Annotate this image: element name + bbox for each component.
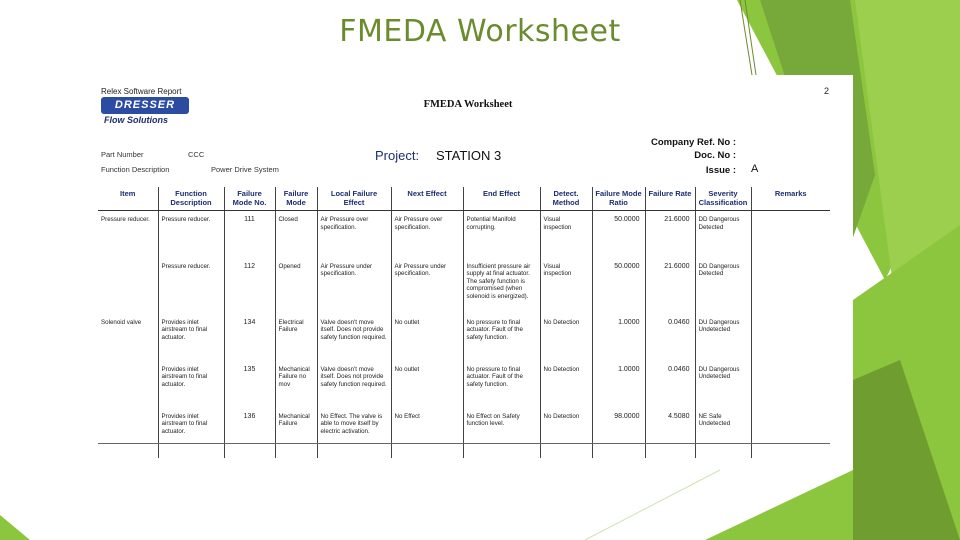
dresser-logo	[101, 97, 189, 131]
table-cell: Air Pressure over specification.	[391, 211, 463, 258]
table-cell: No Detection	[540, 314, 592, 361]
issue-value: A	[751, 163, 759, 175]
table-cell: Provides inlet airstream to final actuator.	[158, 408, 224, 458]
table-bottom-border	[98, 443, 830, 444]
logo-badge: DRESSER	[101, 97, 189, 114]
table-cell: Provides inlet airstream to final actuator.	[158, 361, 224, 408]
function-description-label: Function Description	[101, 165, 170, 174]
report-software-label: Relex Software Report	[101, 87, 182, 96]
table-cell: No pressure to final actuator. Fault of the safety function.	[463, 361, 540, 408]
table-cell: Pressure reducer.	[98, 211, 158, 258]
table-header-row	[98, 187, 830, 211]
table-cell: DU Dangerous Undetected	[695, 314, 751, 361]
table-cell: 98.0000	[592, 408, 645, 458]
table-row	[98, 258, 830, 314]
column-header: Failure Mode	[275, 187, 317, 211]
table-cell: 136	[224, 408, 275, 458]
report-image	[88, 75, 853, 468]
table-row	[98, 211, 830, 258]
table-cell	[751, 258, 830, 314]
table-cell: Air Pressure over specification.	[317, 211, 391, 258]
slide-title: FMEDA Worksheet	[339, 14, 621, 49]
table-cell: Closed	[275, 211, 317, 258]
table-cell: Potential Manifold corrupting.	[463, 211, 540, 258]
function-description-value: Power Drive System	[211, 165, 279, 174]
table-cell: Mechanical Failure no mov	[275, 361, 317, 408]
table-cell: No pressure to final actuator. Fault of the safety function.	[463, 314, 540, 361]
worksheet-title: FMEDA Worksheet	[423, 99, 513, 110]
table-cell: Insufficient pressure air supply at final actuator. The safety function is compromised (when solenoid is energized).	[463, 258, 540, 314]
column-header: Next Effect	[391, 187, 463, 211]
table-cell: No Detection	[540, 361, 592, 408]
column-header: Failure Mode No.	[224, 187, 275, 211]
table-cell: Air Pressure under specification.	[391, 258, 463, 314]
table-cell: Provides inlet airstream to final actuator.	[158, 314, 224, 361]
column-header: Failure Rate	[645, 187, 695, 211]
table-row	[98, 361, 830, 408]
part-number-label: Part Number	[101, 150, 144, 159]
table-cell: Mechanical Failure	[275, 408, 317, 458]
table-cell	[751, 361, 830, 408]
column-header: Local Failure Effect	[317, 187, 391, 211]
table-cell: 1.0000	[592, 314, 645, 361]
table-cell: No Effect. The valve is able to move itself by electric activation.	[317, 408, 391, 458]
column-header: Detect. Method	[540, 187, 592, 211]
column-header: End Effect	[463, 187, 540, 211]
doc-no-label: Doc. No :	[694, 150, 736, 161]
part-number-value: CCC	[188, 150, 205, 159]
table-cell: No outlet	[391, 361, 463, 408]
table-cell	[98, 408, 158, 458]
thin-line	[585, 470, 720, 540]
table-cell: 50.0000	[592, 211, 645, 258]
table-cell: No Effect on Safety function level.	[463, 408, 540, 458]
table-cell: Pressure reducer.	[158, 258, 224, 314]
table-cell: No Effect	[391, 408, 463, 458]
table-cell: Visual inspection	[540, 258, 592, 314]
table-cell: Solenoid valve	[98, 314, 158, 361]
project-value: STATION 3	[436, 148, 502, 163]
table-cell: Air Pressure under specification.	[317, 258, 391, 314]
table-row	[98, 408, 830, 458]
company-ref-label: Company Ref. No :	[651, 137, 736, 148]
table-cell	[751, 314, 830, 361]
table-cell: 0.0460	[645, 314, 695, 361]
table-cell	[98, 361, 158, 408]
table-cell: No outlet	[391, 314, 463, 361]
column-header: Remarks	[751, 187, 830, 211]
table-cell: Opened	[275, 258, 317, 314]
column-header: Item	[98, 187, 158, 211]
table-cell: 21.6000	[645, 258, 695, 314]
table-cell: 135	[224, 361, 275, 408]
table-cell: DD Dangerous Detected	[695, 258, 751, 314]
table-cell: 4.5080	[645, 408, 695, 458]
table-cell: Pressure reducer.	[158, 211, 224, 258]
table-cell	[751, 408, 830, 458]
column-header: Severity Classification	[695, 187, 751, 211]
issue-label: Issue :	[705, 165, 736, 176]
column-header: Failure Mode Ratio	[592, 187, 645, 211]
table-cell	[751, 211, 830, 258]
table-row	[98, 314, 830, 361]
table-cell: NE Safe Undetected	[695, 408, 751, 458]
table-cell: No Detection	[540, 408, 592, 458]
table-cell: Valve doesn't move itself. Does not provide safety function required.	[317, 314, 391, 361]
table-cell: Valve doesn't move itself. Does not provide safety function required.	[317, 361, 391, 408]
table-cell: 112	[224, 258, 275, 314]
column-header: Function Description	[158, 187, 224, 211]
table-cell: 134	[224, 314, 275, 361]
table-cell: 21.6000	[645, 211, 695, 258]
table-cell: 111	[224, 211, 275, 258]
table-cell: 1.0000	[592, 361, 645, 408]
table-cell: 0.0460	[645, 361, 695, 408]
logo-subtitle: Flow Solutions	[104, 115, 168, 125]
table-cell: DU Dangerous Undetected	[695, 361, 751, 408]
page-number: 2	[824, 86, 830, 96]
table-cell: DD Dangerous Detected	[695, 211, 751, 258]
table-cell: Electrical Failure	[275, 314, 317, 361]
green-band-bottom-left	[0, 515, 30, 540]
table-cell: 50.0000	[592, 258, 645, 314]
table-cell: Visual inspection	[540, 211, 592, 258]
table-cell	[98, 258, 158, 314]
project-label: Project:	[375, 148, 420, 163]
fmeda-table	[98, 187, 830, 458]
